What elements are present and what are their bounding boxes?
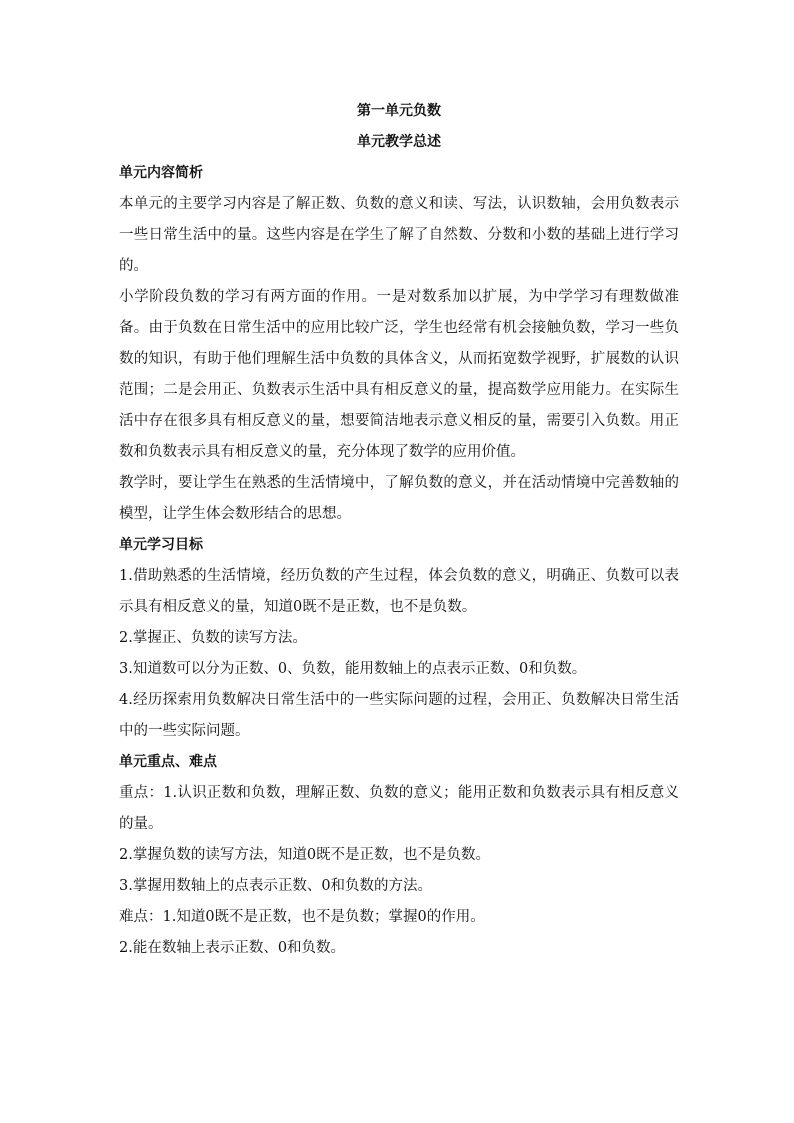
- key-point-item: 3.掌握用数轴上的点表示正数、0和负数的方法。: [119, 878, 433, 894]
- section-content-analysis: [119, 158, 679, 530]
- section-heading: 单元内容简析: [119, 165, 203, 181]
- document-subtitle: 单元教学总述: [357, 134, 441, 150]
- difficult-point-item: 难点：1.知道0既不是正数，也不是负数；掌握0的作用。: [119, 909, 485, 925]
- section-learning-goals: [119, 530, 679, 747]
- goal-item: 4.经历探索用负数解决日常生活中的一些实际问题的过程，会用正、负数解决日常生活中的一些实际问题。: [119, 692, 679, 739]
- difficult-point-item: 2.能在数轴上表示正数、0和负数。: [119, 940, 346, 956]
- goal-item: 1.借助熟悉的生活情境，经历负数的产生过程，体会负数的意义，明确正、负数可以表示具有相反意义的量，知道0既不是正数，也不是负数。: [119, 568, 679, 615]
- document-title: 第一单元负数: [357, 103, 441, 119]
- goal-item: 2.掌握正、负数的读写方法。: [119, 630, 307, 646]
- paragraph: 小学阶段负数的学习有两方面的作用。一是对数系加以扩展，为中学学习有理数做准备。由于负数在日常生活中的应用比较广泛，学生也经常有机会接触负数，学习一些负数的知识，有助于他们理解生活中负数的具体含义，从而拓宽数学视野，扩展数的认识范围；二是会用正、负数表示生活中具有相反意义的量，提高数学应用能力。在实际生活中存在很多具有相反意义的量，想要简洁地表示意义相反的量，需要引入负数。用正数和负数表示具有相反意义的量，充分体现了数学的应用价值。: [119, 289, 679, 460]
- goal-item: 3.知道数可以分为正数、0、负数，能用数轴上的点表示正数、0和负数。: [119, 661, 587, 677]
- document-page: [119, 96, 679, 964]
- paragraph: 本单元的主要学习内容是了解正数、负数的意义和读、写法，认识数轴，会用负数表示一些日常生活中的量。这些内容是在学生了解了自然数、分数和小数的基础上进行学习的。: [119, 196, 679, 274]
- paragraph: 教学时，要让学生在熟悉的生活情境中，了解负数的意义，并在活动情境中完善数轴的模型，让学生体会数形结合的思想。: [119, 475, 679, 522]
- section-heading: 单元学习目标: [119, 537, 203, 553]
- section-key-difficult-points: [119, 747, 679, 964]
- section-heading: 单元重点、难点: [119, 754, 217, 770]
- key-point-item: 2.掌握负数的读写方法，知道0既不是正数，也不是负数。: [119, 847, 491, 863]
- key-point-item: 重点：1.认识正数和负数，理解正数、负数的意义；能用正数和负数表示具有相反意义的量。: [119, 785, 679, 832]
